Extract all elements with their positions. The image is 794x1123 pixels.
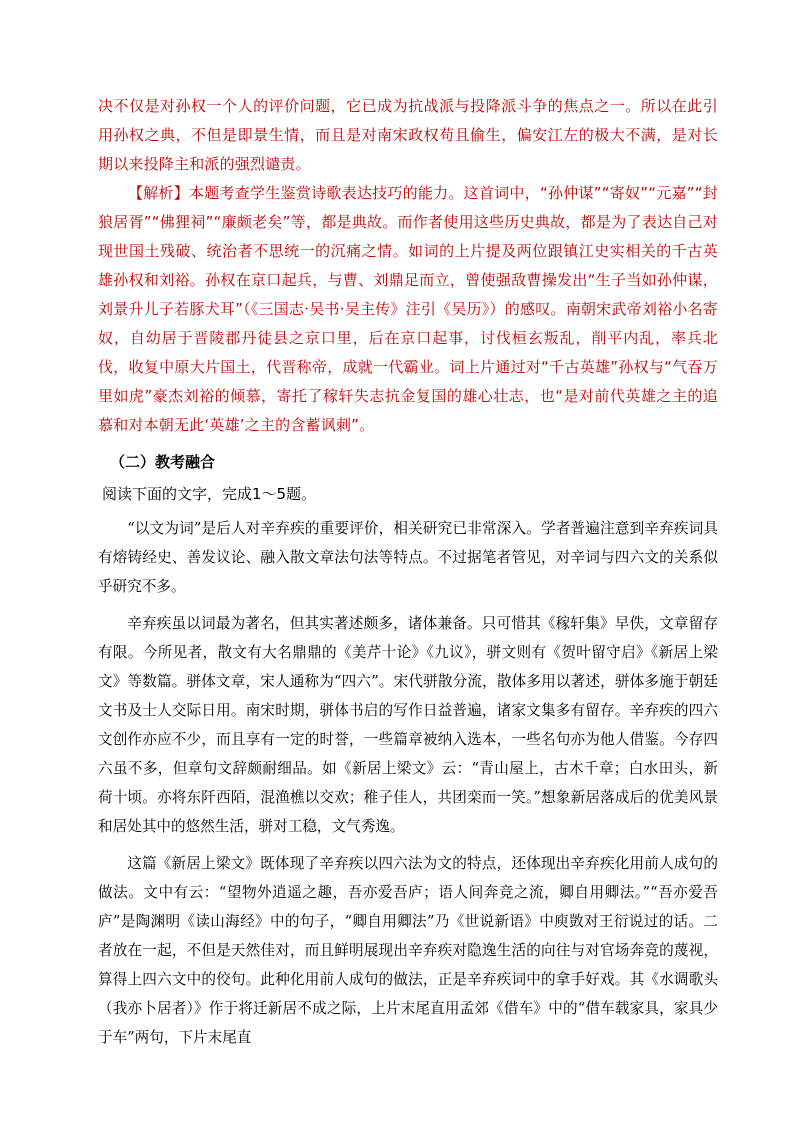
reading-passage: [98, 514, 718, 1052]
reading-instruction: 阅读下面的文字，完成1～5题。: [102, 485, 317, 503]
answer-continuation: 决不仅是对孙权一个人的评价问题，它已成为抗战派与投降派斗争的焦点之一。所以在此引用孙权之典，不但是即景生情，而且是对南宋政权苟且偷生，偏安江左的极大不满，是对长期以来投降主和派的强烈谴责。: [98, 97, 718, 173]
analysis-text: 本题考查学生鉴赏诗歌表达技巧的能力。这首词中，“孙仲谋”“寄奴”“元嘉”“封狼居胥”“佛狸祠”“廉颇老矣”等，都是典故。而作者使用这些历史典故，都是为了表达自己对现世国土残破、统治者不思统一的沉痛之情。如词的上片提及两位跟镇江史实相关的千古英雄孙权和刘裕。孙权在京口起兵，与曹、刘鼎足而立，曾使强敌曹操发出“生子当如孙仲谋，刘景升儿子若豚犬耳”（《三国志·吴书·吴主传》注引《吴历》）的感叹。南朝宋武帝刘裕小名寄奴，自幼居于晋陵郡丹徒县之京口里，后在京口起事，讨伐桓玄叛乱，削平内乱，率兵北伐，收复中原大片国土，代晋称帝，成就一代霸业。词上片通过对“千古英雄”孙权与“气吞万里如虎”豪杰刘裕的倾慕，寄托了稼轩失志抗金复国的雄心壮志，也“是对前代英雄之主的追慕和对本朝无此‘英雄’之主的含蓄讽刺”。: [98, 184, 718, 434]
answer-block: [98, 92, 718, 440]
passage-paragraph-1: “以文为词”是后人对辛弃疾的重要评价，相关研究已非常深入。学者普遍注意到辛弃疾词具有熔铸经史、善发议论、融入散文章法句法等特点。不过据笔者管见，对辛词与四六文的关系似乎研究不多。: [98, 520, 718, 595]
passage-paragraph-3: 这篇《新居上梁文》既体现了辛弃疾以四六法为文的特点，还体现出辛弃疾化用前人成句的做法。文中有云：“望物外逍遥之趣，吾亦爱吾庐；语人间奔竞之流，卿自用卿法。”“吾亦爱吾庐”是陶渊明《读山海经》中的句子，“卿自用卿法”乃《世说新语》中庾敳对王衍说过的话。二者放在一起，不但是天然佳对，而且鲜明展现出辛弃疾对隐逸生活的向往与对官场奔竞的蔑视，算得上四六文中的佼句。此种化用前人成句的做法，正是辛弃疾词中的拿手好戏。其《水调歌头（我亦卜居者）》作于将迁新居不成之际，上片末尾直用孟郊《借车》中的“借车载家具，家具少于车”两句，下片末尾直: [98, 855, 718, 1046]
passage-paragraph-2: 辛弃疾虽以词最为著名，但其实著述颇多，诸体兼备。只可惜其《稼轩集》早佚，文章留存有限。今所见者，散文有大名鼎鼎的《美芹十论》《九议》，骈文则有《贺叶留守启》《新居上梁文》等数篇。骈体文章，宋人通称为“四六”。宋代骈散分流，散体多用以著述，骈体多施于朝廷文书及士人交际日用。南宋时期，骈体书启的写作日益普遍，诸家文集多有留存。辛弃疾的四六文创作亦应不少，而且享有一定的时誉，一些篇章被纳入选本，一些名句亦为他人借鉴。今存四六虽不多，但章句文辞颇耐细品。如《新居上梁文》云：“青山屋上，古木千章；白水田头，新荷十顷。亦将东阡西陌，混渔樵以交欢；稚子佳人，共团栾而一笑。”想象新居落成后的优美风景和居处其中的悠然生活，骈对工稳，文气秀逸。: [98, 615, 718, 835]
section-heading: （二）教考融合: [110, 453, 216, 471]
analysis-label: 【解析】: [128, 184, 190, 202]
analysis-paragraph: [98, 179, 718, 440]
page-content: [98, 92, 718, 1060]
